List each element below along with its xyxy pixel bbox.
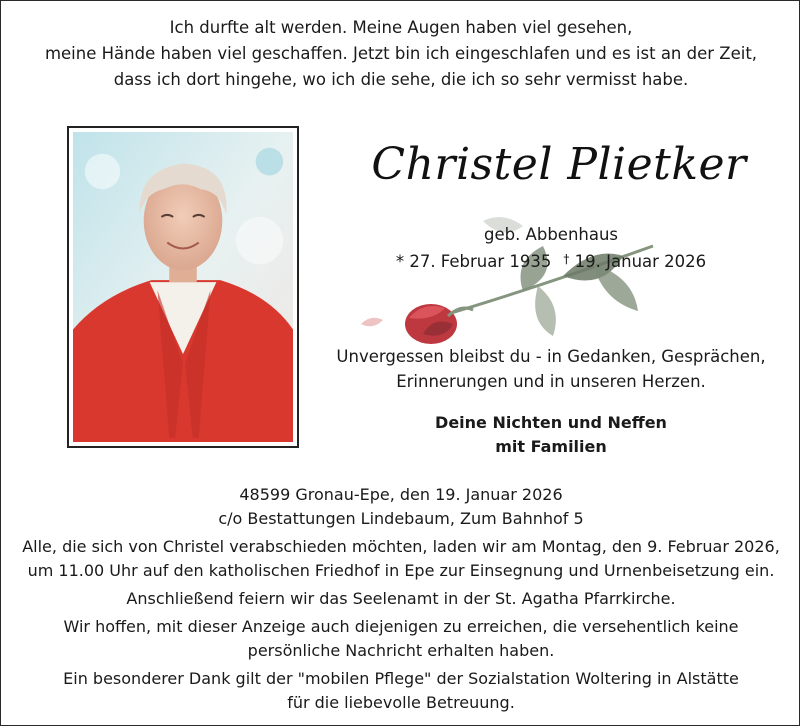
footer-notice [1, 483, 800, 715]
apology-line: Wir hoffen, mit dieser Anzeige auch diejenigen zu erreichen, die versehentlich keine [63, 617, 739, 636]
poem-line: meine Hände haben viel geschaffen. Jetzt bin ich eingeschlafen und es ist an der Zeit, [44, 44, 758, 63]
signature-line: mit Familien [495, 437, 607, 456]
signature-line: Deine Nichten und Neffen [435, 413, 667, 432]
invitation [1, 535, 800, 583]
poem [1, 15, 800, 93]
poem-line: dass ich dort hingehe, wo ich die sehe, die ich so sehr vermisst habe. [113, 70, 689, 89]
apology-line: persönliche Nachricht erhalten haben. [247, 641, 555, 660]
thanks-line: Ein besonderer Dank gilt der "mobilen Pflege" der Sozialstation Woltering in Alstätte [63, 669, 739, 688]
birth-date: * 27. Februar 1935 [395, 252, 552, 271]
contact-address: c/o Bestattungen Lindebaum, Zum Bahnhof 5 [218, 509, 584, 528]
portrait-photo [67, 126, 299, 448]
quote-line: Erinnerungen und in unseren Herzen. [396, 372, 706, 391]
thanks [1, 667, 800, 715]
quote-line: Unvergessen bleibst du - in Gedanken, Gesprächen, [336, 347, 766, 366]
poem-line: Ich durfte alt werden. Meine Augen haben viel gesehen, [169, 18, 633, 37]
invitation-line: Alle, die sich von Christel verabschieden möchten, laden wir am Montag, den 9. Februar 2026, [22, 537, 780, 556]
mass-notice: Anschließend feiern wir das Seelenamt in der St. Agatha Pfarrkirche. [126, 589, 676, 608]
memorial-quote [331, 344, 771, 394]
place-date: 48599 Gronau-Epe, den 19. Januar 2026 [239, 485, 563, 504]
thanks-line: für die liebevolle Betreuung. [287, 693, 515, 712]
life-dates [331, 247, 771, 274]
portrait-illustration [73, 132, 293, 442]
birth-info [331, 223, 771, 274]
apology [1, 615, 800, 663]
maiden-name: geb. Abbenhaus [483, 225, 619, 244]
death-date: 19. Januar 2026 [574, 252, 707, 271]
invitation-line: um 11.00 Uhr auf den katholischen Friedhof in Epe zur Einsegnung und Urnenbeisetzung ein. [27, 561, 775, 580]
deceased-name: Christel Plietker [371, 139, 747, 190]
family-signature [331, 411, 771, 459]
cross-icon: † [563, 252, 570, 266]
